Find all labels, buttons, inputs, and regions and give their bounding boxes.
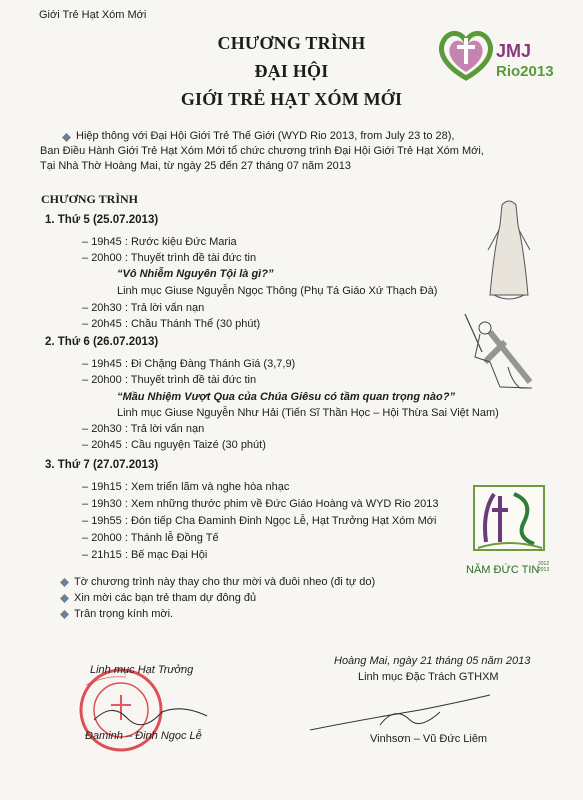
title-line-3: GIỚI TRẺ HẠT XÓM MỚI — [180, 89, 403, 109]
day-2-heading: 2. Thứ 6 (26.07.2013) — [45, 336, 159, 348]
intro-line-2: Ban Điều Hành Giới Trẻ Hạt Xóm Mới tổ chức chương trình Đại Hội Giới Trẻ Hạt Xóm Mới, — [40, 145, 484, 157]
day-2-item-2: – 20h00 : Thuyết trình đề tài đức tin — [82, 374, 257, 386]
bullet-icon — [62, 132, 70, 140]
day-3-item-5: – 21h15 : Bế mạc Đại Hội — [82, 549, 208, 561]
closing-line-3: Trân trọng kính mời. — [60, 608, 173, 620]
jmj-rio-logo — [436, 26, 566, 86]
jesus-carrying-cross-icon — [460, 312, 535, 392]
day-2-item-1: – 19h45 : Đi Chặng Đàng Thánh Giá (3,7,9) — [82, 358, 296, 370]
day-1-item-1: – 19h45 : Rước kiệu Đức Maria — [82, 236, 237, 248]
closing-line-1: Tờ chương trình này thay cho thư mời và đuôi nheo (đi tự do) — [60, 576, 375, 588]
closing-line-2: Xin mời các bạn trẻ tham dự đông đủ — [60, 592, 256, 604]
day-1-item-4: – 20h45 : Chầu Thánh Thể (30 phút) — [82, 318, 261, 330]
day-2-item-4: – 20h45 : Cầu nguyện Taizé (30 phút) — [82, 439, 266, 451]
day-3-item-2: – 19h30 : Xem những thước phim về Đức Giáo Hoàng và WYD Rio 2013 — [82, 498, 439, 510]
title-line-1: CHƯƠNG TRÌNH — [217, 33, 366, 53]
day-2-topic: “Mầu Nhiệm Vượt Qua của Chúa Giêsu có tầm quan trọng nào?” — [117, 391, 455, 403]
day-1-topic: “Vô Nhiễm Nguyên Tội là gì?” — [117, 268, 274, 280]
day-2-speaker: Linh mục Giuse Nguyễn Như Hải (Tiến Sĩ Thần Học – Hội Thừa Sai Việt Nam) — [117, 407, 499, 419]
day-2-item-3: – 20h30 : Trả lời vấn nạn — [82, 423, 205, 435]
virgin-mary-icon — [484, 195, 534, 305]
left-signature-name: Đaminh – Đinh Ngọc Lễ — [85, 730, 202, 742]
rio-text: Rio2013 — [496, 63, 554, 80]
right-signature-name: Vinhsơn – Vũ Đức Liêm — [370, 733, 488, 745]
day-1-item-2: – 20h00 : Thuyết trình đề tài đức tin — [82, 252, 257, 264]
day-3-item-3: – 19h55 : Đón tiếp Cha Đaminh Đinh Ngọc Lễ, Hạt Trưởng Hạt Xóm Mới — [82, 515, 437, 527]
year-of-faith-label: NĂM ĐỨC TIN — [466, 564, 540, 576]
day-3-heading: 3. Thứ 7 (27.07.2013) — [45, 459, 159, 471]
year-of-faith-emblem-icon — [464, 482, 554, 557]
year-of-faith-years: 2012 2013 — [538, 561, 550, 573]
day-1-heading: 1. Thứ 5 (25.07.2013) — [45, 214, 159, 226]
header-note: Giới Trẻ Hạt Xóm Mới — [39, 9, 147, 21]
day-1-speaker: Linh mục Giuse Nguyễn Ngọc Thông (Phụ Tá Giáo Xứ Thạch Đà) — [117, 285, 438, 297]
intro — [40, 129, 484, 174]
day-3-item-1: – 19h15 : Xem triển lãm và nghe hòa nhạc — [82, 481, 290, 493]
intro-line-1: Hiệp thông với Đại Hội Giới Trẻ Thế Giới (WYD Rio 2013, from July 23 to 28), — [62, 129, 484, 144]
title-line-2: ĐẠI HỘI — [254, 61, 329, 81]
intro-line-3: Tại Nhà Thờ Hoàng Mai, từ ngày 25 đến 27 tháng 07 năm 2013 — [40, 160, 351, 172]
day-1-item-3: – 20h30 : Trả lời vấn nạn — [82, 302, 205, 314]
left-signature-title: Linh mục Hạt Trưởng — [90, 664, 194, 676]
section-heading: CHƯƠNG TRÌNH — [41, 192, 139, 206]
jmj-text: JMJ — [496, 41, 532, 61]
day-3-item-4: – 20h00 : Thánh lễ Đồng Tế — [82, 532, 219, 544]
right-signature-title: Linh mục Đặc Trách GTHXM — [358, 671, 499, 683]
year-of-faith-logo — [462, 482, 554, 586]
left-handwritten-signature-icon — [92, 700, 212, 730]
signature-date: Hoàng Mai, ngày 21 tháng 05 năm 2013 — [334, 655, 531, 667]
